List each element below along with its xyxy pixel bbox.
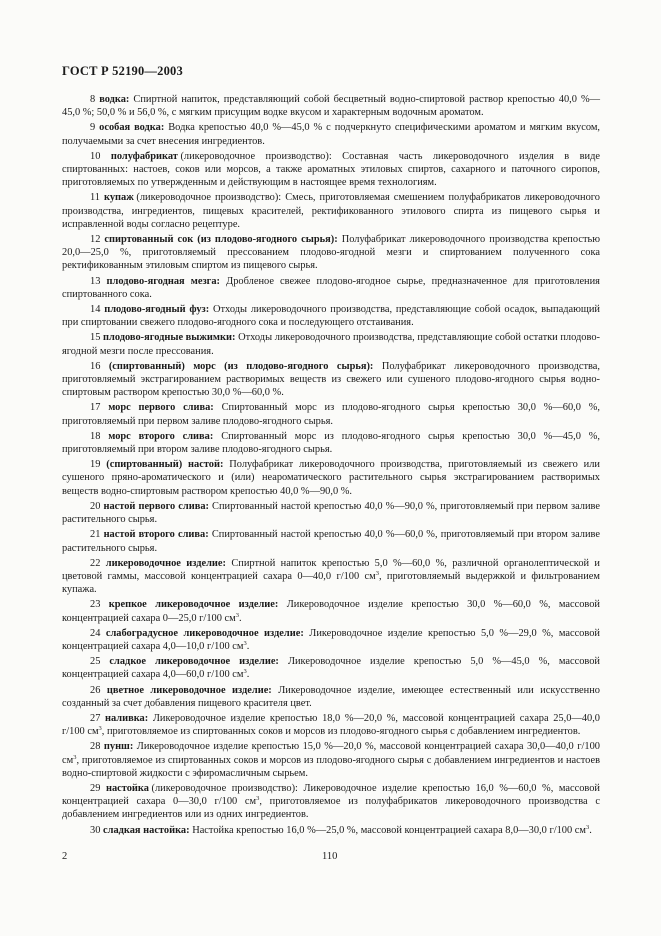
entry-term: сладкая настойка: (103, 824, 190, 836)
entry-term: спиртованный сок (из плодово-ягодного сырья): (104, 234, 338, 246)
entry-superscript: 3 (256, 795, 260, 803)
entry-superscript: 3 (375, 569, 379, 577)
definition-entry (62, 233, 600, 273)
entry-text: Спиртованный морс из плодово-ягодного сырья крепостью 30,0 %—45,0 %, приготовляемый при втором заливе плодово-ягодного сырья. (62, 430, 601, 456)
entry-text: Полуфабрикат ликероводочного производства крепостью 20,0—25,0 %, приготовляемый прессованием плодово-ягодной мезги и спиртованием полученного сока ректификованным этиловым спиртом из пищевого сырья. (62, 234, 600, 272)
definition-entry (62, 331, 600, 357)
entry-text: Смесь, приготовляемая смешением полуфабрикатов ликероводочного производства, ингредиентов, пищевых красителей, ректификованного этилового спирта из пищевого сырья и исправленной воды согласно рецептуре. (62, 192, 600, 230)
entry-number: 9 (90, 122, 96, 134)
entry-number: 19 (90, 459, 101, 471)
definition-entry (62, 150, 600, 190)
entry-number: 16 (90, 360, 101, 372)
entry-text: Ликероводочное изделие крепостью 5,0 %—29,0 %, массовой концентрацией сахара 4,0—10,0 г/100 см (62, 627, 600, 652)
definition-entry (62, 712, 600, 738)
entry-qualifier: (ликероводочное производство): (151, 782, 298, 794)
entry-superscript: 3 (585, 823, 590, 831)
definition-entry (62, 627, 600, 653)
entry-qualifier: (ликероводочное производство): (136, 192, 282, 204)
entry-tail: . (589, 824, 592, 836)
entry-superscript: 3 (243, 639, 247, 647)
definition-entry (62, 528, 600, 554)
entry-number: 21 (90, 529, 101, 541)
entry-text: Полуфабрикат ликероводочного производства, приготовляемый из свежего или сушеного пряно-ароматического и (или) неароматического растительного сырья экстрагированием растворимых веществ водно-спиртовым раствором крепостью 40,0 %—90,0 %. (62, 459, 600, 497)
entry-tail: , приготовляемое из спиртованных соков и морсов из плодово-ягодного сырья с добавлением ингредиентов. (101, 726, 581, 738)
definition-entry (62, 303, 600, 329)
definition-entry (62, 598, 600, 624)
entry-text: Отходы ликероводочного производства, представляющие собой остатки плодово-ягодной мезги после прессования. (62, 332, 600, 357)
entry-number: 27 (90, 712, 101, 724)
definition-entry (62, 655, 600, 681)
entry-term: (спиртованный) настой: (106, 459, 224, 471)
entry-text: Дробленое свежее плодово-ягодное сырье, предназначенное для приготовления спиртованного сока. (62, 275, 600, 300)
entry-term: слабоградусное ликероводочное изделие: (105, 627, 304, 639)
entry-text: Настойка крепостью 16,0 %—25,0 %, массовой концентрацией сахара 8,0—30,0 г/100 см (192, 824, 586, 836)
entry-tail: . (246, 669, 250, 681)
entry-number: 24 (90, 627, 101, 639)
entry-term: наливка: (105, 712, 149, 724)
entry-term: настой первого слива: (103, 500, 209, 512)
definition-entry (62, 401, 600, 427)
entry-number: 23 (90, 599, 101, 611)
entry-superscript: 3 (98, 725, 102, 733)
entry-term: морс второго слива: (108, 430, 214, 442)
entry-text: Спиртованный морс из плодово-ягодного сырья крепостью 30,0 %—60,0 %, приготовляемый при первом заливе плодово-ягодного сырья. (62, 402, 600, 427)
entry-term: плодово-ягодная мезга: (106, 275, 221, 287)
entry-text: Ликероводочное изделие крепостью 15,0 %—20,0 %, массовой концентрацией сахара 30,0—40,0 г/100 см (62, 741, 600, 766)
entry-number: 12 (90, 234, 101, 246)
entry-number: 17 (90, 402, 101, 414)
entry-text: Спиртованный настой крепостью 40,0 %—60,0 %, приготовляемый при втором заливе растительного сырья. (62, 529, 600, 554)
entry-number: 13 (90, 275, 101, 287)
entry-superscript: 3 (73, 753, 77, 761)
entry-number: 14 (90, 304, 101, 316)
entry-text: Ликероводочное изделие крепостью 18,0 %—20,0 %, массовой концентрацией сахара 25,0—40,0 г/100 см (62, 712, 600, 738)
entry-text: Водка крепостью 40,0 %—45,0 % с подчеркнуто специфическими ароматом и мягким вкусом, получаемыми за счет внесения ингредиентов. (62, 122, 601, 147)
definition-entry (62, 93, 600, 119)
entry-text: Спиртной напиток крепостью 5,0 %—60,0 %, различной органолептической и цветовой гаммы, массовой концентрацией сахара 0—40,0 г/100 см (62, 557, 600, 582)
page-number: 2 (62, 851, 68, 862)
entry-text: Ликероводочное изделие крепостью 5,0 %—45,0 %, массовой концентрацией сахара 4,0—60,0 г/100 см (62, 656, 600, 681)
definitions-list (62, 93, 600, 839)
entry-term: сладкое ликероводочное изделие: (109, 656, 279, 668)
entry-term: плодово-ягодный фуз: (104, 304, 210, 316)
entry-term: ликероводочное изделие: (105, 557, 226, 569)
entry-text: Отходы ликероводочного производства, представляющие собой осадок, выпадающий при спиртовании свежего плодово-ягодного сока и последующего отстаивания. (62, 304, 600, 329)
entry-term: морс первого слива: (108, 402, 214, 414)
entry-tail: , приготовляемое из полуфабрикатов ликероводочного производства с добавлением ингредиентов или из одних ингредиентов. (62, 796, 600, 821)
entry-number: 8 (90, 94, 96, 105)
definition-entry (62, 782, 600, 822)
definition-entry (62, 458, 600, 498)
entry-superscript: 3 (235, 611, 239, 619)
entry-number: 20 (90, 500, 101, 512)
entry-number: 22 (90, 557, 101, 569)
document-page-number: 110 (322, 851, 338, 862)
entry-tail: . (238, 612, 242, 624)
entry-qualifier: (ликероводочное производство): (180, 150, 332, 162)
entry-text: Ликероводочное изделие, имеющее естественный или искусственно созданный за счет добавления пищевого красителя цвет. (62, 684, 600, 709)
entry-number: 30 (90, 824, 101, 836)
entry-text: Составная часть ликероводочного изделия в виде спиртованных: настоев, соков или морсов, а также ароматных этиловых спиртов, сахарного и паточного сиропов, приготовляемых по утвержденным и действующим в настоящее время технологиям. (62, 150, 600, 189)
definition-entry (62, 430, 600, 456)
definition-entry (62, 121, 600, 147)
entry-term: плодово-ягодные выжимки: (103, 332, 236, 344)
entry-text: Спиртной напиток, представляющий собой бесцветный водно-спиртовой раствор крепостью 40,0 %—45,0 %; 50,0 % и 56,0 %, с мягким присущим водке вкусом и характерным водочным ароматом. (62, 94, 600, 119)
definition-entry (62, 360, 600, 400)
entry-superscript: 3 (243, 668, 247, 676)
entry-number: 28 (90, 741, 101, 753)
entry-text: Ликероводочное изделие крепостью 16,0 %—60,0 %, массовой концентрацией сахара 0—30,0 г/100 см (62, 782, 600, 808)
definition-entry (62, 275, 600, 301)
entry-number: 18 (90, 430, 101, 442)
entry-term: настой второго слива: (103, 529, 209, 541)
entry-term: цветное ликероводочное изделие: (106, 684, 272, 696)
entry-term: особая водка: (99, 122, 165, 134)
entry-term: (спиртованный) морс (из плодово-ягодного сырья): (108, 360, 374, 372)
entry-text: Полуфабрикат ликероводочного производства, приготовляемый экстрагированием растворимых веществ из свежего или сушеного плодово-ягодного сырья водно-спиртовым раствором крепостью 30,0 %—60,0 %. (62, 360, 600, 399)
entry-number: 25 (90, 656, 101, 668)
entry-text: Спиртованный настой крепостью 40,0 %—90,0 %, приготовляемый при первом заливе растительного сырья. (62, 500, 600, 526)
entry-number: 11 (90, 192, 101, 204)
entry-tail: , приготовляемый выдержкой и фильтрованием купажа. (62, 570, 600, 596)
entry-term: пунш: (103, 741, 134, 753)
definition-entry (62, 684, 600, 710)
entry-term: крепкое ликероводочное изделие: (108, 599, 279, 611)
entry-number: 10 (90, 150, 101, 162)
entry-term: настойка (105, 782, 149, 794)
definition-entry (62, 824, 600, 837)
definition-entry (62, 557, 600, 597)
entry-tail: , приготовляемое из спиртованных соков и морсов из плодово-ягодного сырья с добавлением ингредиентов и настоев водно-спиртовой жидкости с эфиромасличным сырьем. (62, 754, 600, 779)
definition-entry (62, 740, 600, 780)
page-header: ГОСТ Р 52190—2003 (62, 64, 183, 78)
entry-term: водка: (99, 94, 130, 105)
entry-text: Ликероводочное изделие крепостью 30,0 %—60,0 %, массовой концентрацией сахара 0—25,0 г/100 см (62, 599, 600, 624)
definition-entry (62, 191, 600, 231)
entry-number: 26 (90, 684, 101, 696)
entry-term: полуфабрикат (110, 150, 178, 162)
entry-number: 15 (90, 332, 101, 344)
definition-entry (62, 500, 600, 526)
entry-number: 29 (90, 782, 101, 794)
entry-tail: . (246, 640, 250, 652)
entry-term: купаж (104, 192, 134, 204)
